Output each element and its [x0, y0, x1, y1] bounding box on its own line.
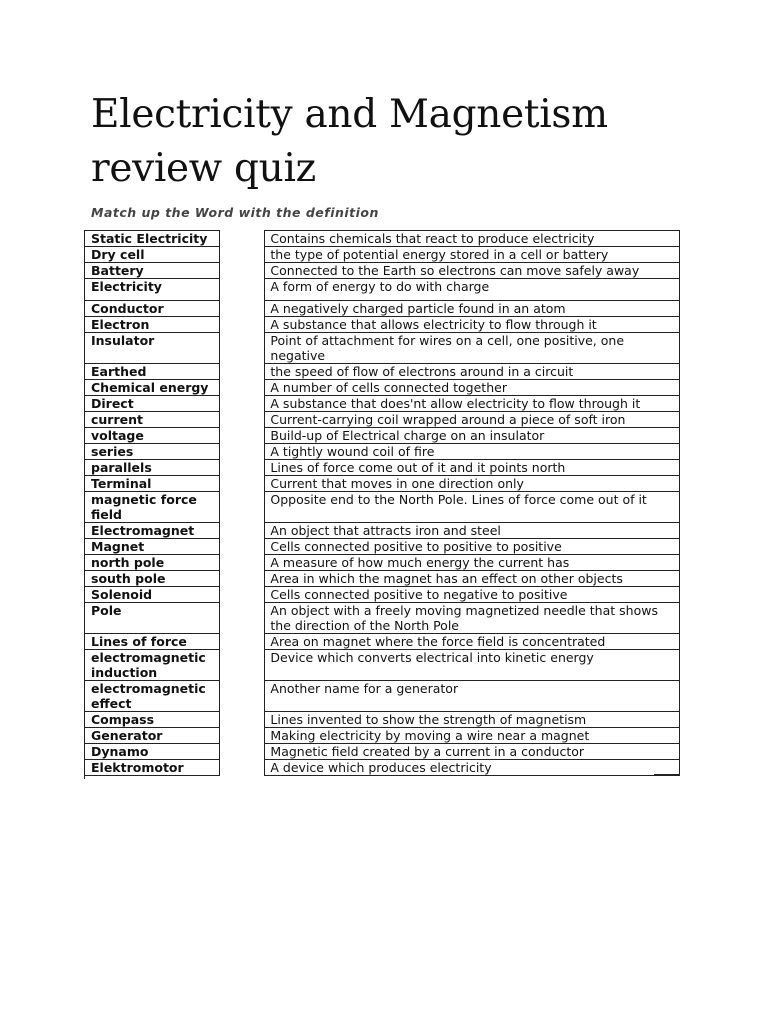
term-cell: Solenoid	[84, 587, 220, 603]
definition-cell: Point of attachment for wires on a cell, one positive, one negative	[264, 333, 680, 364]
definition-cell: Area on magnet where the force field is concentrated	[264, 634, 680, 650]
term-cell: Conductor	[84, 301, 220, 317]
definition-cell: Device which converts electrical into kinetic energy	[264, 650, 680, 681]
table-row	[84, 444, 680, 460]
definition-cell: A negatively charged particle found in an atom	[264, 301, 680, 317]
term-cell: Lines of force	[84, 634, 220, 650]
term-cell: Chemical energy	[84, 380, 220, 396]
table-row	[84, 380, 680, 396]
term-cell: Electricity	[84, 279, 220, 301]
table-row	[84, 396, 680, 412]
term-cell: parallels	[84, 460, 220, 476]
term-cell: Insulator	[84, 333, 220, 364]
table-row	[84, 333, 680, 364]
term-cell: voltage	[84, 428, 220, 444]
term-cell: current	[84, 412, 220, 428]
definition-cell: Area in which the magnet has an effect on other objects	[264, 571, 680, 587]
definition-cell: Cells connected positive to negative to positive	[264, 587, 680, 603]
definition-cell: Lines invented to show the strength of magnetism	[264, 712, 680, 728]
definition-cell: Making electricity by moving a wire near a magnet	[264, 728, 680, 744]
table-row	[84, 247, 680, 263]
table-row	[84, 712, 680, 728]
term-cell: Elektromotor	[84, 760, 220, 776]
table-row	[84, 230, 680, 247]
term-cell: south pole	[84, 571, 220, 587]
definition-cell: Current that moves in one direction only	[264, 476, 680, 492]
term-cell: north pole	[84, 555, 220, 571]
table-row	[84, 681, 680, 712]
term-cell: magnetic force field	[84, 492, 220, 523]
table-row	[84, 476, 680, 492]
definition-cell: An object that attracts iron and steel	[264, 523, 680, 539]
table-row	[84, 460, 680, 476]
term-cell: electromagnetic induction	[84, 650, 220, 681]
table-row	[84, 744, 680, 760]
definition-cell: An object with a freely moving magnetized needle that shows the direction of the North Pole	[264, 603, 680, 634]
table-row	[84, 263, 680, 279]
table-row	[84, 650, 680, 681]
term-cell: Electron	[84, 317, 220, 333]
definition-cell: the type of potential energy stored in a cell or battery	[264, 247, 680, 263]
table-row	[84, 301, 680, 317]
term-cell: series	[84, 444, 220, 460]
definition-cell: Another name for a generator	[264, 681, 680, 712]
term-cell: electromagnetic effect	[84, 681, 220, 712]
definition-cell: A measure of how much energy the current has	[264, 555, 680, 571]
table-row	[84, 428, 680, 444]
table-row	[84, 760, 680, 776]
term-cell: Static Electricity	[84, 230, 220, 247]
term-cell: Earthed	[84, 364, 220, 380]
definition-cell: A tightly wound coil of fire	[264, 444, 680, 460]
definition-cell: Opposite end to the North Pole. Lines of force come out of it	[264, 492, 680, 523]
table-row	[84, 555, 680, 571]
table-row	[84, 364, 680, 380]
table-row	[84, 279, 680, 301]
term-cell: Generator	[84, 728, 220, 744]
table-row	[84, 587, 680, 603]
definition-cell: Magnetic field created by a current in a conductor	[264, 744, 680, 760]
definition-cell: Lines of force come out of it and it points north	[264, 460, 680, 476]
definition-cell: A form of energy to do with charge	[264, 279, 680, 301]
table-border-fragment	[84, 775, 85, 779]
definition-cell: Cells connected positive to positive to positive	[264, 539, 680, 555]
table-row	[84, 317, 680, 333]
term-cell: Dynamo	[84, 744, 220, 760]
definition-cell: A device which produces electricity	[264, 760, 680, 776]
definition-cell: Contains chemicals that react to produce electricity	[264, 230, 680, 247]
term-cell: Terminal	[84, 476, 220, 492]
table-row	[84, 728, 680, 744]
table-row	[84, 523, 680, 539]
definition-cell: Current-carrying coil wrapped around a piece of soft iron	[264, 412, 680, 428]
term-cell: Pole	[84, 603, 220, 634]
table-row	[84, 412, 680, 428]
table-row	[84, 571, 680, 587]
definition-cell: Connected to the Earth so electrons can move safely away	[264, 263, 680, 279]
definition-cell: the speed of flow of electrons around in a circuit	[264, 364, 680, 380]
term-cell: Direct	[84, 396, 220, 412]
page-title: Electricity and Magnetism review quiz	[91, 92, 608, 191]
term-cell: Battery	[84, 263, 220, 279]
term-cell: Dry cell	[84, 247, 220, 263]
term-cell: Compass	[84, 712, 220, 728]
definition-cell: A substance that does'nt allow electricity to flow through it	[264, 396, 680, 412]
definition-cell: A substance that allows electricity to flow through it	[264, 317, 680, 333]
table-row	[84, 539, 680, 555]
instructions: Match up the Word with the definition	[91, 205, 379, 220]
table-row	[84, 603, 680, 634]
definition-cell: Build-up of Electrical charge on an insulator	[264, 428, 680, 444]
term-cell: Electromagnet	[84, 523, 220, 539]
table-border-fragment	[654, 774, 680, 775]
term-cell: Magnet	[84, 539, 220, 555]
table-row	[84, 492, 680, 523]
matching-table	[84, 230, 680, 776]
table-row	[84, 634, 680, 650]
definition-cell: A number of cells connected together	[264, 380, 680, 396]
